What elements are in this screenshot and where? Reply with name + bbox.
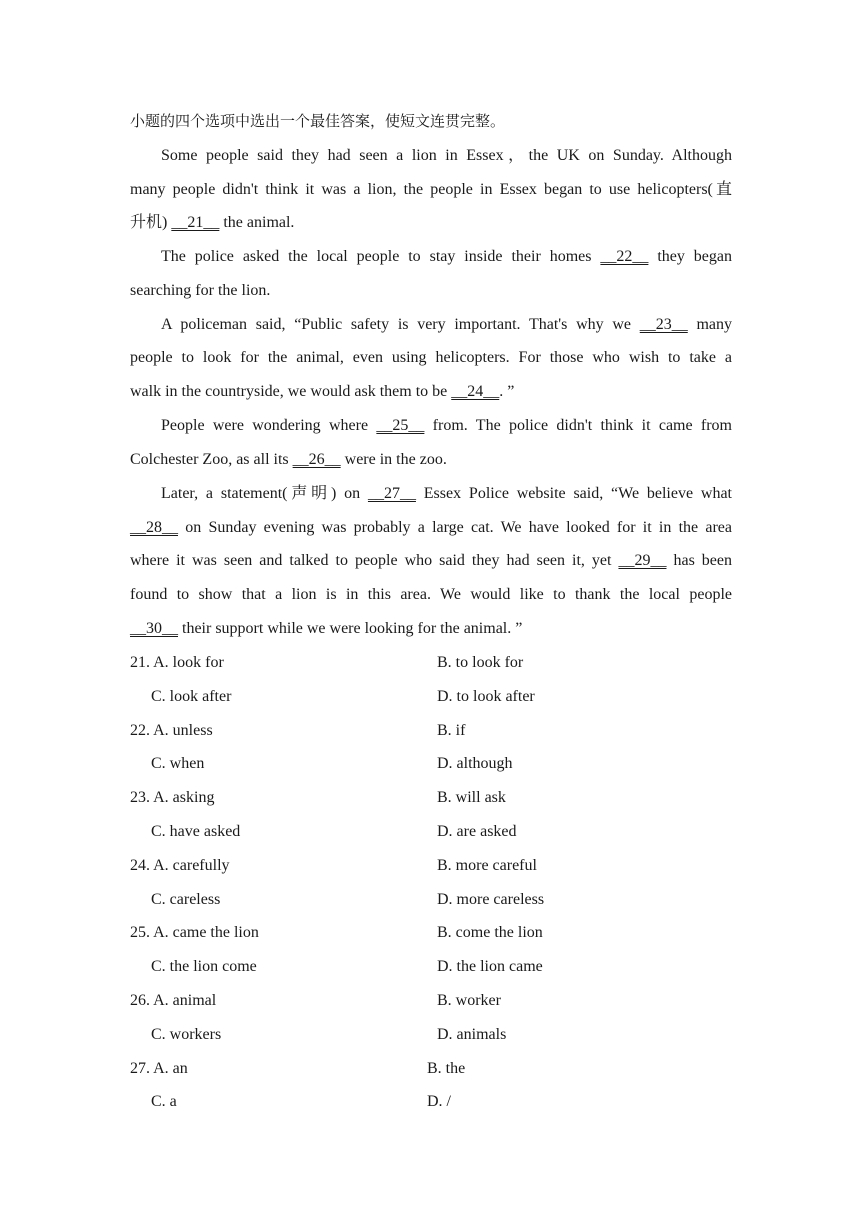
option-c: C. a bbox=[151, 1093, 177, 1110]
passage-p1-line3 bbox=[130, 213, 732, 233]
option-a: 21. A. look for bbox=[130, 654, 224, 671]
blank-25: __25__ bbox=[376, 417, 425, 434]
option-b: B. to look for bbox=[437, 654, 524, 671]
passage-p2-line1 bbox=[130, 247, 732, 267]
option-c: C. workers bbox=[151, 1026, 222, 1043]
option-b: B. come the lion bbox=[437, 924, 543, 941]
option-a: 27. A. an bbox=[130, 1060, 188, 1077]
option-c: C. when bbox=[151, 755, 205, 772]
passage-text: Later, a statement(声明) on bbox=[161, 485, 368, 502]
passage-p5-line3 bbox=[130, 551, 732, 571]
option-c: C. have asked bbox=[151, 823, 241, 840]
passage-p5-line1 bbox=[130, 484, 732, 504]
passage-p3-line1 bbox=[130, 315, 732, 335]
passage-text: where it was seen and talked to people who said they had seen it, yet bbox=[130, 552, 619, 569]
passage-p5-line4: found to show that a lion is in this area. We would like to thank the local people bbox=[130, 586, 732, 603]
passage-p3-line2: people to look for the animal, even using helicopters. For those who wish to take a bbox=[130, 349, 732, 366]
option-b: B. the bbox=[427, 1060, 466, 1077]
blank-26: __26__ bbox=[292, 451, 341, 468]
option-a: 23. A. asking bbox=[130, 789, 215, 806]
option-d: D. are asked bbox=[437, 823, 517, 840]
option-a: 24. A. carefully bbox=[130, 857, 230, 874]
passage-text: many bbox=[687, 316, 733, 333]
option-b: B. more careful bbox=[437, 857, 537, 874]
passage-p3-line3 bbox=[130, 382, 732, 402]
option-d: D. / bbox=[427, 1093, 451, 1110]
passage-text: they began bbox=[648, 248, 733, 265]
passage-text: has been bbox=[666, 552, 733, 569]
option-a: 25. A. came the lion bbox=[130, 924, 259, 941]
passage-p5-line5 bbox=[130, 619, 732, 639]
blank-23: __23__ bbox=[639, 316, 688, 333]
option-b: B. worker bbox=[437, 992, 501, 1009]
option-c: C. careless bbox=[151, 891, 221, 908]
passage-p2-line2: searching for the lion. bbox=[130, 282, 271, 299]
option-a: 22. A. unless bbox=[130, 722, 213, 739]
passage-p4-line1 bbox=[130, 416, 732, 436]
passage-text: Colchester Zoo, as all its bbox=[130, 451, 293, 468]
blank-28: __28__ bbox=[130, 519, 178, 536]
passage-text: on Sunday evening was probably a large cat. We have looked for it in the area bbox=[178, 519, 732, 536]
blank-30: __30__ bbox=[130, 620, 178, 637]
option-c: C. look after bbox=[151, 688, 232, 705]
instructions-text: 小题的四个选项中选出一个最佳答案，使短文连贯完整。 bbox=[130, 112, 506, 130]
passage-text: . ” bbox=[499, 383, 515, 400]
option-d: D. although bbox=[437, 755, 513, 772]
option-b: B. will ask bbox=[437, 789, 506, 806]
option-b: B. if bbox=[437, 722, 466, 739]
option-d: D. more careless bbox=[437, 891, 545, 908]
passage-text: were in the zoo. bbox=[340, 451, 447, 468]
passage-p5-line2 bbox=[130, 518, 732, 538]
passage-text: The police asked the local people to stay inside their homes bbox=[161, 248, 601, 265]
passage-p1-line2: many people didn't think it was a lion, the people in Essex began to use helicopters(直 bbox=[130, 181, 732, 198]
option-d: D. to look after bbox=[437, 688, 535, 705]
passage-text: the animal. bbox=[219, 214, 295, 231]
passage-p4-line2 bbox=[130, 450, 732, 470]
passage-text: People were wondering where bbox=[161, 417, 377, 434]
passage-text: their support while we were looking for the animal. ” bbox=[178, 620, 523, 637]
passage-text: Essex Police website said, “We believe what bbox=[415, 485, 733, 502]
passage-text: walk in the countryside, we would ask them to be bbox=[130, 383, 452, 400]
blank-21: __21__ bbox=[171, 214, 220, 231]
option-a: 26. A. animal bbox=[130, 992, 217, 1009]
blank-24: __24__ bbox=[451, 383, 500, 400]
option-c: C. the lion come bbox=[151, 958, 257, 975]
passage-p1-line1: Some people said they had seen a lion in Essex，the UK on Sunday. Although bbox=[161, 147, 732, 164]
passage-text: 升机) bbox=[130, 214, 172, 231]
blank-29: __29__ bbox=[618, 552, 667, 569]
passage-text: A policeman said, “Public safety is very important. That's why we bbox=[161, 316, 640, 333]
passage-text: from. The police didn't think it came from bbox=[424, 417, 732, 434]
option-d: D. the lion came bbox=[437, 958, 543, 975]
blank-22: __22__ bbox=[600, 248, 649, 265]
option-d: D. animals bbox=[437, 1026, 507, 1043]
blank-27: __27__ bbox=[367, 485, 416, 502]
